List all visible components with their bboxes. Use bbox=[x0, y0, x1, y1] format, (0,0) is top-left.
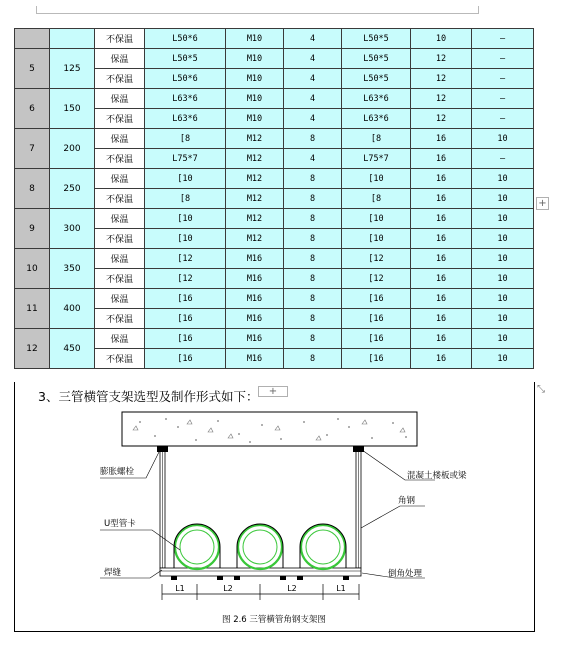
value-cell-e: 16 bbox=[411, 349, 472, 369]
label-chamfer: 倒角处理 bbox=[388, 569, 423, 579]
value-cell-a: L75*7 bbox=[145, 149, 226, 169]
value-cell-b: M12 bbox=[226, 209, 284, 229]
value-cell-b: M10 bbox=[226, 69, 284, 89]
dn-cell: 150 bbox=[50, 89, 95, 129]
dim-l2-left: L2 bbox=[223, 584, 233, 593]
dim-l2-right: L2 bbox=[287, 584, 297, 593]
value-cell-d: L50*5 bbox=[342, 69, 411, 89]
value-cell-b: M10 bbox=[226, 109, 284, 129]
insulation-cell: 不保温 bbox=[95, 229, 145, 249]
value-cell-d: [16 bbox=[342, 289, 411, 309]
value-cell-f: — bbox=[472, 149, 534, 169]
row-number-cell bbox=[15, 29, 50, 49]
insulation-cell: 保温 bbox=[95, 289, 145, 309]
value-cell-f: 10 bbox=[472, 229, 534, 249]
value-cell-f: 10 bbox=[472, 129, 534, 149]
section-heading: 3、三管横管支架选型及制作形式如下： bbox=[38, 389, 259, 404]
value-cell-f: 10 bbox=[472, 249, 534, 269]
page-top-border bbox=[36, 13, 479, 14]
value-cell-c: 8 bbox=[284, 289, 342, 309]
table-row bbox=[15, 169, 534, 189]
label-slab: 混凝土楼板或梁 bbox=[407, 471, 467, 481]
value-cell-f: 10 bbox=[472, 169, 534, 189]
value-cell-f: 10 bbox=[472, 189, 534, 209]
figure-caption: 图 2.6 三管横管角钢支架图 bbox=[222, 615, 326, 625]
value-cell-e: 16 bbox=[411, 229, 472, 249]
value-cell-a: [10 bbox=[145, 209, 226, 229]
support-spec-table bbox=[14, 28, 534, 369]
dn-cell: 250 bbox=[50, 169, 95, 209]
value-cell-e: 16 bbox=[411, 189, 472, 209]
insulation-cell: 保温 bbox=[95, 249, 145, 269]
insulation-cell: 保温 bbox=[95, 129, 145, 149]
dimension-line bbox=[162, 584, 359, 600]
value-cell-e: 16 bbox=[411, 169, 472, 189]
value-cell-e: 16 bbox=[411, 129, 472, 149]
value-cell-a: [16 bbox=[145, 309, 226, 329]
value-cell-d: [10 bbox=[342, 209, 411, 229]
label-angle-steel: 角钢 bbox=[398, 496, 416, 506]
value-cell-b: M12 bbox=[226, 149, 284, 169]
row-number-cell: 9 bbox=[15, 209, 50, 249]
value-cell-a: [16 bbox=[145, 289, 226, 309]
value-cell-c: 8 bbox=[284, 209, 342, 229]
dn-cell: 200 bbox=[50, 129, 95, 169]
value-cell-a: L50*5 bbox=[145, 49, 226, 69]
row-number-cell: 12 bbox=[15, 329, 50, 369]
table-resize-handle[interactable]: ⤡ bbox=[537, 384, 545, 395]
insulation-cell: 保温 bbox=[95, 209, 145, 229]
label-anchor-bolt: 膨胀螺栓 bbox=[100, 467, 135, 477]
table-row bbox=[15, 89, 534, 109]
insulation-cell: 不保温 bbox=[95, 69, 145, 89]
row-number-cell: 6 bbox=[15, 89, 50, 129]
dim-l1-left: L1 bbox=[175, 584, 185, 593]
value-cell-f: 10 bbox=[472, 349, 534, 369]
page-corner-mark-left bbox=[36, 6, 37, 14]
value-cell-c: 4 bbox=[284, 29, 342, 49]
insulation-cell: 不保温 bbox=[95, 29, 145, 49]
row-number-cell: 10 bbox=[15, 249, 50, 289]
pipe-left bbox=[175, 525, 219, 569]
value-cell-c: 4 bbox=[284, 149, 342, 169]
value-cell-f: 10 bbox=[472, 269, 534, 289]
value-cell-a: [8 bbox=[145, 129, 226, 149]
value-cell-e: 12 bbox=[411, 49, 472, 69]
value-cell-e: 12 bbox=[411, 109, 472, 129]
dn-cell bbox=[50, 29, 95, 49]
value-cell-d: [8 bbox=[342, 129, 411, 149]
three-pipe-support-figure bbox=[100, 410, 470, 628]
value-cell-c: 8 bbox=[284, 269, 342, 289]
value-cell-a: L50*6 bbox=[145, 69, 226, 89]
value-cell-a: L63*6 bbox=[145, 109, 226, 129]
value-cell-e: 12 bbox=[411, 89, 472, 109]
insulation-cell: 保温 bbox=[95, 169, 145, 189]
pipe-middle bbox=[238, 525, 282, 569]
value-cell-a: [10 bbox=[145, 229, 226, 249]
value-cell-e: 16 bbox=[411, 149, 472, 169]
value-cell-e: 16 bbox=[411, 289, 472, 309]
insulation-cell: 保温 bbox=[95, 329, 145, 349]
dim-l1-right: L1 bbox=[336, 584, 346, 593]
value-cell-a: [8 bbox=[145, 189, 226, 209]
insulation-cell: 不保温 bbox=[95, 309, 145, 329]
dn-cell: 350 bbox=[50, 249, 95, 289]
left-anchor-bolt bbox=[157, 446, 168, 452]
add-row-button[interactable]: + bbox=[258, 386, 288, 397]
clamp-nuts bbox=[171, 576, 349, 580]
value-cell-b: M16 bbox=[226, 309, 284, 329]
label-weld: 焊缝 bbox=[104, 568, 122, 578]
value-cell-e: 16 bbox=[411, 269, 472, 289]
row-number-cell: 8 bbox=[15, 169, 50, 209]
table-row bbox=[15, 29, 534, 49]
table-row bbox=[15, 249, 534, 269]
insulation-cell: 不保温 bbox=[95, 149, 145, 169]
value-cell-d: [8 bbox=[342, 189, 411, 209]
dn-cell: 125 bbox=[50, 49, 95, 89]
value-cell-d: L75*7 bbox=[342, 149, 411, 169]
value-cell-a: [16 bbox=[145, 329, 226, 349]
value-cell-c: 8 bbox=[284, 169, 342, 189]
page-corner-mark-right bbox=[478, 6, 479, 14]
insulation-cell: 不保温 bbox=[95, 109, 145, 129]
value-cell-d: [12 bbox=[342, 269, 411, 289]
insulation-cell: 不保温 bbox=[95, 349, 145, 369]
table-row bbox=[15, 49, 534, 69]
value-cell-c: 8 bbox=[284, 309, 342, 329]
value-cell-a: [10 bbox=[145, 169, 226, 189]
value-cell-d: L50*5 bbox=[342, 49, 411, 69]
insulation-cell: 不保温 bbox=[95, 189, 145, 209]
pipe-right bbox=[301, 525, 345, 569]
value-cell-b: M10 bbox=[226, 29, 284, 49]
dn-cell: 450 bbox=[50, 329, 95, 369]
insulation-cell: 保温 bbox=[95, 89, 145, 109]
leader-lines bbox=[100, 450, 435, 578]
dn-cell: 300 bbox=[50, 209, 95, 249]
value-cell-b: M12 bbox=[226, 129, 284, 149]
value-cell-a: [16 bbox=[145, 349, 226, 369]
row-number-cell: 11 bbox=[15, 289, 50, 329]
value-cell-f: — bbox=[472, 89, 534, 109]
value-cell-c: 8 bbox=[284, 249, 342, 269]
value-cell-c: 8 bbox=[284, 229, 342, 249]
value-cell-e: 16 bbox=[411, 249, 472, 269]
table-row bbox=[15, 129, 534, 149]
value-cell-e: 10 bbox=[411, 29, 472, 49]
value-cell-a: L63*6 bbox=[145, 89, 226, 109]
value-cell-c: 8 bbox=[284, 129, 342, 149]
value-cell-b: M12 bbox=[226, 169, 284, 189]
table-row bbox=[15, 209, 534, 229]
value-cell-a: [12 bbox=[145, 249, 226, 269]
insulation-cell: 保温 bbox=[95, 49, 145, 69]
value-cell-d: [16 bbox=[342, 329, 411, 349]
value-cell-d: [16 bbox=[342, 309, 411, 329]
value-cell-c: 4 bbox=[284, 89, 342, 109]
table-row bbox=[15, 289, 534, 309]
value-cell-c: 8 bbox=[284, 189, 342, 209]
value-cell-d: L63*6 bbox=[342, 109, 411, 129]
value-cell-c: 8 bbox=[284, 349, 342, 369]
value-cell-b: M16 bbox=[226, 289, 284, 309]
value-cell-d: [12 bbox=[342, 249, 411, 269]
value-cell-c: 8 bbox=[284, 329, 342, 349]
value-cell-c: 4 bbox=[284, 109, 342, 129]
table-row bbox=[15, 329, 534, 349]
value-cell-f: — bbox=[472, 49, 534, 69]
value-cell-b: M10 bbox=[226, 49, 284, 69]
label-u-clamp: U型管卡 bbox=[104, 519, 136, 529]
value-cell-e: 16 bbox=[411, 209, 472, 229]
concrete-slab bbox=[122, 412, 417, 446]
value-cell-b: M12 bbox=[226, 229, 284, 249]
value-cell-d: L63*6 bbox=[342, 89, 411, 109]
value-cell-f: 10 bbox=[472, 309, 534, 329]
value-cell-f: 10 bbox=[472, 329, 534, 349]
row-number-cell: 7 bbox=[15, 129, 50, 169]
value-cell-a: L50*6 bbox=[145, 29, 226, 49]
value-cell-a: [12 bbox=[145, 269, 226, 289]
value-cell-f: — bbox=[472, 109, 534, 129]
value-cell-d: L50*5 bbox=[342, 29, 411, 49]
value-cell-d: [16 bbox=[342, 349, 411, 369]
value-cell-d: [10 bbox=[342, 169, 411, 189]
right-anchor-bolt bbox=[353, 446, 364, 452]
value-cell-c: 4 bbox=[284, 49, 342, 69]
value-cell-e: 12 bbox=[411, 69, 472, 89]
value-cell-c: 4 bbox=[284, 69, 342, 89]
value-cell-b: M16 bbox=[226, 349, 284, 369]
value-cell-f: — bbox=[472, 69, 534, 89]
row-number-cell: 5 bbox=[15, 49, 50, 89]
value-cell-b: M16 bbox=[226, 249, 284, 269]
insulation-cell: 不保温 bbox=[95, 269, 145, 289]
value-cell-f: 10 bbox=[472, 209, 534, 229]
value-cell-e: 16 bbox=[411, 329, 472, 349]
value-cell-b: M10 bbox=[226, 89, 284, 109]
value-cell-b: M16 bbox=[226, 329, 284, 349]
value-cell-b: M12 bbox=[226, 189, 284, 209]
value-cell-f: — bbox=[472, 29, 534, 49]
value-cell-d: [10 bbox=[342, 229, 411, 249]
dn-cell: 400 bbox=[50, 289, 95, 329]
value-cell-e: 16 bbox=[411, 309, 472, 329]
add-column-button[interactable]: + bbox=[536, 197, 549, 210]
value-cell-b: M16 bbox=[226, 269, 284, 289]
value-cell-f: 10 bbox=[472, 289, 534, 309]
